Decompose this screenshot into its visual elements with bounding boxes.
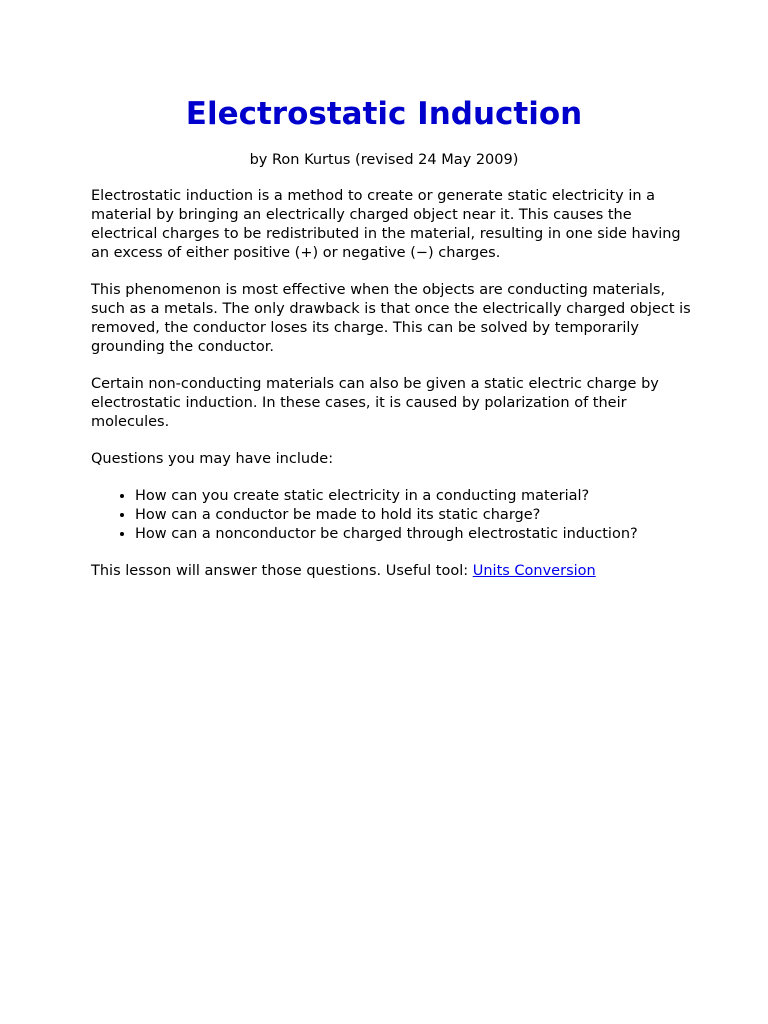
questions-list <box>91 487 691 544</box>
article-body <box>91 187 691 599</box>
paragraph-nonconductors: Certain non-conducting materials can also be given a static electric charge by electrostatic induction. In these cases, it is caused by polarization of their molecules. <box>91 376 659 430</box>
paragraph-conductors: This phenomenon is most effective when the objects are conducting materials, such as a metals. The only drawback is that once the electrically charged object is removed, the conductor loses its charge. This can be solved by temporarily grounding the conductor. <box>91 282 691 355</box>
paragraph-intro: Electrostatic induction is a method to create or generate static electricity in a material by bringing an electrically charged object near it. This causes the electrical charges to be redistributed in the material, resulting in one side having an excess of either positive (+) or negative (−) charges. <box>91 188 681 261</box>
units-conversion-link[interactable]: Units Conversion <box>472 563 596 579</box>
list-item: • How can a nonconductor be charged through electrostatic induction? <box>135 525 691 544</box>
closing-text: This lesson will answer those questions. Useful tool: <box>91 563 473 579</box>
page-title: Electrostatic Induction <box>185 96 583 132</box>
list-item: • How can a conductor be made to hold its static charge? <box>135 506 691 525</box>
byline: by Ron Kurtus (revised 24 May 2009) <box>249 152 519 168</box>
list-item: • How can you create static electricity in a conducting material? <box>135 487 691 506</box>
paragraph-questions-intro: Questions you may have include: <box>91 451 334 467</box>
closing-paragraph <box>91 562 691 581</box>
